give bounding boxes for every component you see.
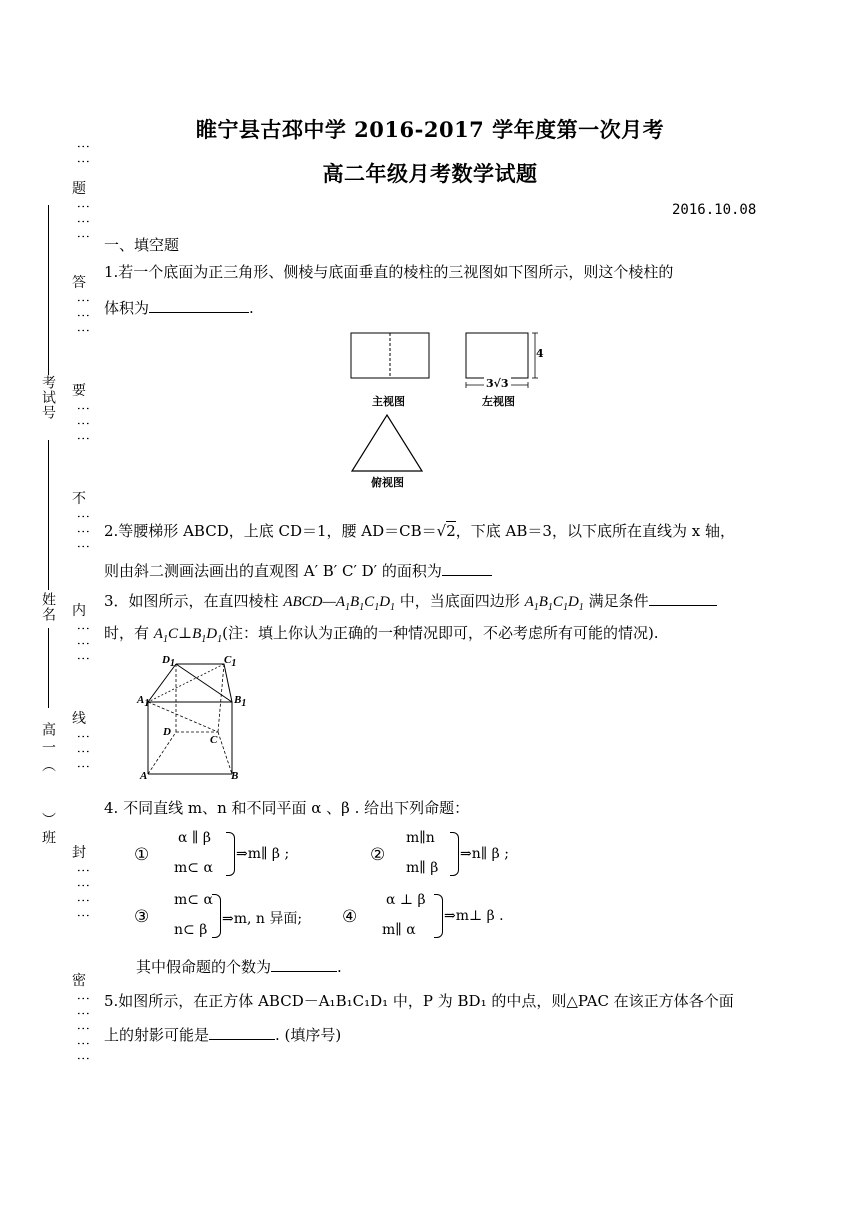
exam-number-line bbox=[48, 205, 49, 375]
seal-dots: ⋮⋮⋮ bbox=[75, 402, 90, 447]
proposition-2: ② m∥n m∥ β ⇒n∥ β ; bbox=[370, 830, 509, 876]
width-label: 3√3 bbox=[486, 377, 509, 390]
proposition-3: ③ m⊂ α n⊂ β ⇒m, n 异面; bbox=[134, 892, 303, 938]
seal-char: 答 bbox=[72, 275, 86, 291]
q5-line1: 5.如图所示，在正方体 ABCD－A₁B₁C₁D₁ 中，P 为 BD₁ 的中点，则△PAC 在该正方体各个面 bbox=[104, 992, 734, 1010]
seal-dots: ⋮⋮⋮ bbox=[75, 730, 90, 775]
answer-blank[interactable] bbox=[442, 561, 492, 576]
q2-line1: 2.等腰梯形 ABCD，上底 CD＝1，腰 AD＝CB＝√2，下底 AB＝3，以下底所在直线为 x 轴， bbox=[104, 522, 735, 540]
seal-dots: ⋮⋮⋮⋮ bbox=[75, 864, 90, 924]
side-view-rect bbox=[466, 333, 528, 378]
exam-number-label: 考试号 bbox=[40, 375, 56, 420]
label-c1: C1 bbox=[224, 654, 237, 670]
seal-char: 密 bbox=[72, 973, 86, 989]
proposition-4: ④ α ⊥ β m∥ α ⇒m⊥ β . bbox=[342, 892, 504, 938]
q1-line1: 1.若一个底面为正三角形、侧棱与底面垂直的棱柱的三视图如下图所示，则这个棱柱的 bbox=[104, 263, 674, 281]
name-label: 姓名 bbox=[40, 592, 56, 622]
label-d1: D1 bbox=[162, 654, 175, 670]
proposition-1: ① α ∥ β m⊂ α ⇒m∥ β ; bbox=[134, 830, 290, 876]
q3-line1: 3．如图所示，在直四棱柱 $ABCD—A_1B_1C_1D_1$ 中，当底面四边形 $A_1B_1C_1D_1$ 满足条件 bbox=[104, 590, 717, 613]
seal-dots: ⋮⋮⋮ bbox=[75, 294, 90, 339]
seal-dots: ⋮⋮⋮ bbox=[75, 510, 90, 555]
section-heading: 一、填空题 bbox=[104, 236, 180, 254]
label-b: B bbox=[231, 770, 239, 782]
top-view-triangle bbox=[352, 415, 422, 471]
answer-blank[interactable] bbox=[649, 591, 717, 606]
q5-line2: 上的射影可能是 . (填序号) bbox=[104, 1026, 342, 1044]
three-view-svg bbox=[340, 325, 550, 495]
brace bbox=[226, 832, 235, 876]
seal-dots: ⋮⋮ bbox=[75, 140, 90, 170]
q4-stem: 4. 不同直线 m、n 和不同平面 α 、β . 给出下列命题： bbox=[104, 799, 470, 817]
brace bbox=[212, 894, 221, 938]
q4-ask: 其中假命题的个数为 . bbox=[136, 958, 342, 976]
seal-dots: ⋮⋮⋮ bbox=[75, 622, 90, 667]
q1-line2: 体积为 . bbox=[104, 299, 254, 317]
brace bbox=[434, 894, 443, 938]
q2-line2: 则由斜二测画法画出的直观图 A′ B′ C′ D′ 的面积为 bbox=[104, 560, 492, 581]
brace bbox=[450, 832, 459, 876]
prop-number: ② bbox=[370, 845, 386, 865]
top-view-caption: 俯视图 bbox=[371, 476, 404, 489]
name-line bbox=[48, 440, 49, 590]
seal-char: 要 bbox=[72, 383, 86, 399]
prop-number: ① bbox=[134, 845, 150, 865]
seal-char: 封 bbox=[72, 845, 86, 861]
label-d: D bbox=[163, 726, 171, 738]
label-a1: A1 bbox=[137, 694, 150, 710]
class-line bbox=[48, 628, 49, 708]
seal-char: 不 bbox=[72, 491, 86, 507]
answer-blank[interactable] bbox=[271, 957, 337, 972]
answer-blank[interactable] bbox=[209, 1025, 275, 1040]
label-b1: B1 bbox=[234, 694, 247, 710]
label-a: A bbox=[140, 770, 148, 782]
side-view-caption: 左视图 bbox=[482, 395, 515, 408]
seal-char: 线 bbox=[72, 711, 86, 727]
prism-svg bbox=[136, 650, 256, 785]
q3-line2: 时，有 $A_1C\perp B_1D_1$(注：填上你认为正确的一种情况即可，不必考虑所有可能的情况). bbox=[104, 624, 659, 645]
answer-blank[interactable] bbox=[149, 298, 249, 313]
front-view-caption: 主视图 bbox=[372, 395, 405, 408]
prop-number: ④ bbox=[342, 907, 358, 927]
seal-char: 题 bbox=[72, 181, 86, 197]
exam-title: 睢宁县古邳中学 2016-2017 学年度第一次月考 bbox=[195, 117, 665, 142]
class-label: 高一（ ）班 bbox=[40, 722, 56, 848]
exam-date: 2016.10.08 bbox=[672, 202, 757, 218]
prop-number: ③ bbox=[134, 907, 150, 927]
label-c: C bbox=[210, 734, 218, 746]
seal-char: 内 bbox=[72, 603, 86, 619]
sqrt-symbol: √ bbox=[436, 522, 447, 540]
exam-subtitle: 高二年级月考数学试题 bbox=[322, 161, 538, 186]
height-label: 4 bbox=[536, 347, 544, 360]
seal-dots: ⋮⋮⋮ bbox=[75, 200, 90, 245]
seal-dots: ⋮⋮⋮⋮⋮ bbox=[75, 992, 90, 1067]
